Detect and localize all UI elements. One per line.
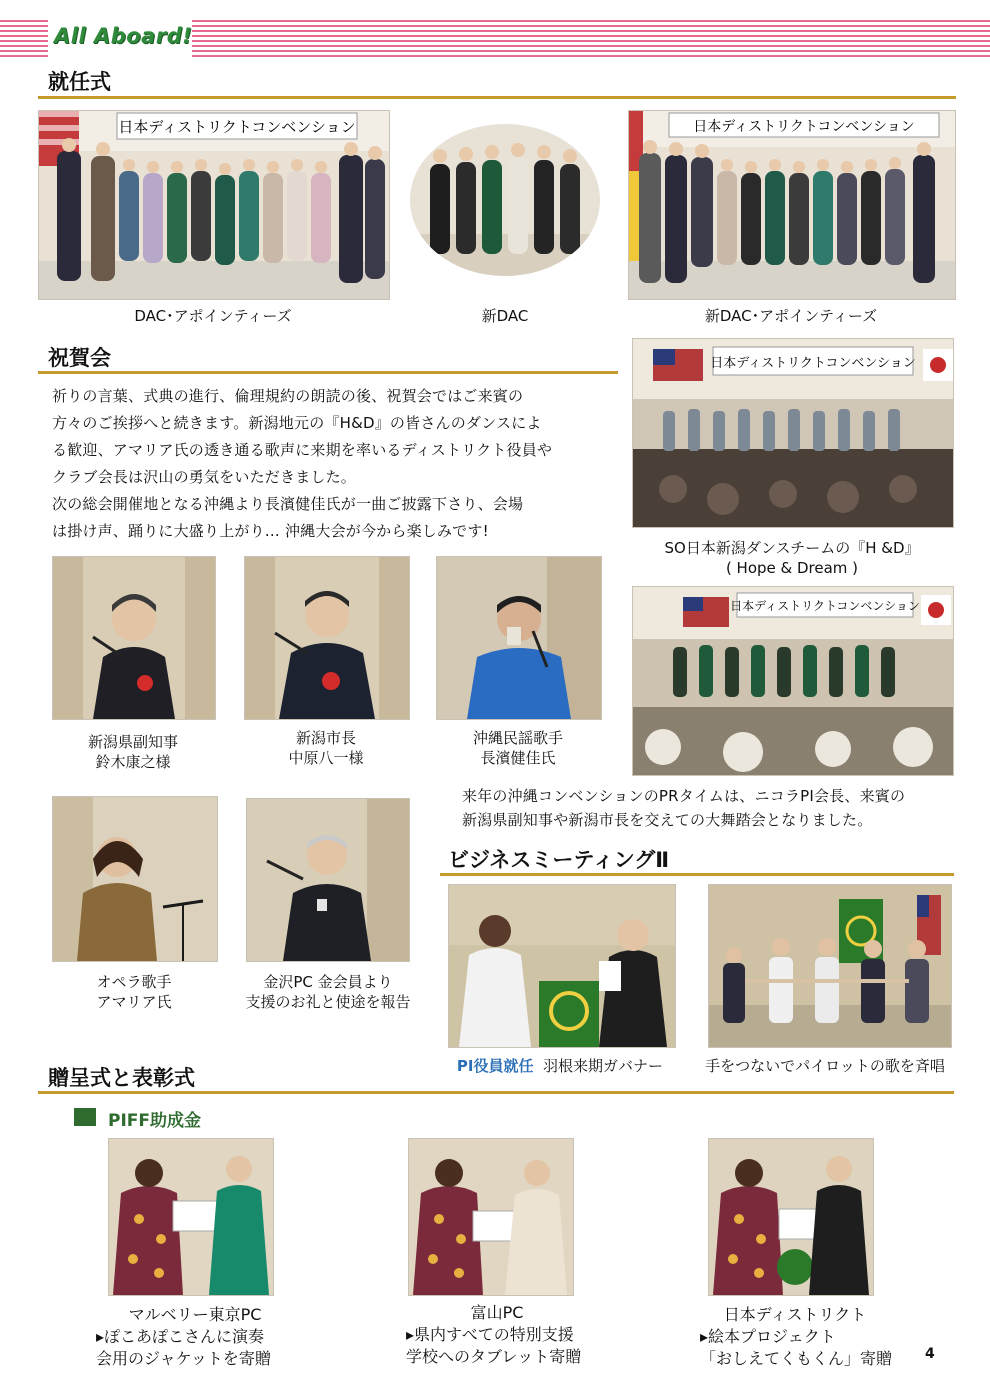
caption-line: SO日本新潟ダンスチームの『H &D』 [664,539,920,557]
banner-text: 日本ディストリクトコンベンション [118,118,356,136]
caption-line: 中原八一様 [288,749,364,767]
section-rule [38,1091,954,1094]
section-title-celebration: 祝賀会 [48,346,111,370]
caption-mayor [244,728,408,768]
caption-line: 長濱健佳氏 [480,749,556,767]
award-club: マルベリー東京PC [128,1305,262,1324]
award-line: ▸県内すべての特別支援 [406,1325,574,1344]
section-title-inauguration: 就任式 [48,70,111,94]
award-line: ▸絵本プロジェクト [700,1327,836,1346]
caption-pilot-song: 手をつないでパイロットの歌を斉唱 [705,1057,945,1075]
photo-pi-officer [448,884,676,1048]
caption-line: アマリア氏 [96,993,172,1011]
award-line: 会用のジャケットを寄贈 [96,1349,271,1368]
caption-new-dac: 新DAC [481,307,529,325]
section-rule [38,96,956,99]
caption-line: ( Hope & Dream ) [725,559,859,577]
caption-line: 支援のお礼と使途を報告 [245,993,411,1011]
award-japan-district [690,1304,900,1370]
caption-vice-governor [52,732,214,772]
caption-line: 沖縄民謡歌手 [472,729,563,747]
photo-new-dac [410,124,600,276]
banner-text-2: 日本ディストリクトコンベンション [693,119,915,135]
award-line: 学校へのタブレット寄贈 [406,1347,582,1366]
award-mulberry [90,1304,300,1370]
photo-dac-appointees [38,110,390,300]
paragraph-line: 祈りの言葉、式典の進行、倫理規約の朗読の後、祝賀会ではご来賓の [52,387,524,405]
paragraph-line: クラブ会長は沢山の勇気をいただきました。 [52,468,357,486]
caption-new-dac-appointees: 新DAC･アポインティーズ [704,307,878,325]
paragraph-line: 方々のご挨拶へと続きます。新潟地元の『H&D』の皆さんのダンスによ [52,414,542,432]
photo-kanazawa-member [246,798,410,962]
logo: All Aboard! [54,24,193,48]
caption-line: 新潟市長 [295,729,356,747]
award-line: ▸ぽこあぽこさんに演奏 [96,1327,265,1346]
subsection-title-piff: PIFF助成金 [108,1111,202,1131]
caption-line: オペラ歌手 [96,973,172,991]
caption-okinawa-singer [436,728,600,768]
caption-pi-officer [440,1056,680,1076]
caption-line: 鈴木康之様 [95,753,171,771]
photo-grand-dance [632,586,954,776]
caption-line: 新潟県副知事 [87,733,178,751]
photo-award-toyama [408,1138,574,1296]
caption-dac-appointees: DAC･アポインティーズ [134,307,292,325]
pi-officer-name: 羽根来期ガバナー [543,1057,664,1075]
paragraph-line: る歓迎、アマリア氏の透き通る歌声に来期を率いるディストリクト役員や [52,441,553,459]
paragraph-line: 次の総会開催地となる沖縄より長濱健佳氏が一曲ご披露下さり、会場 [52,495,524,513]
header-stripes-right [192,20,990,60]
photo-new-dac-appointees [628,110,956,300]
photo-award-japan-district [708,1138,874,1296]
section-rule [38,371,618,374]
photo-vice-governor [52,556,216,720]
pi-officer-highlight: PI役員就任 [456,1057,534,1075]
photo-award-mulberry [108,1138,274,1296]
caption-kanazawa-member [228,972,428,1012]
pr-text [462,784,962,832]
photo-dance-team [632,338,954,528]
caption-line: 金沢PC 金会員より [263,973,393,991]
section-title-awards: 贈呈式と表彰式 [48,1066,195,1090]
section-rule [440,873,954,876]
caption-dance-team [632,538,952,578]
page-number: 4 [925,1346,935,1362]
banner-text-4: 日本ディストリクトコンベンション [730,599,920,613]
paragraph-line: は掛け声、踊りに大盛り上がり… 沖縄大会が今から楽しみです! [52,522,489,540]
photo-okinawa-singer [436,556,602,720]
section-title-business: ビジネスミーティングⅡ [448,848,670,872]
award-club: 日本ディストリクト [723,1305,867,1324]
header-stripes-left [0,20,48,60]
subsection-marker [74,1108,96,1126]
award-toyama [392,1302,602,1368]
award-club: 富山PC [470,1303,524,1322]
award-line: 「おしえてくもくん」寄贈 [700,1349,893,1368]
photo-opera-singer [52,796,218,962]
photo-pilot-song [708,884,952,1048]
banner-text-3: 日本ディストリクトコンベンション [710,356,916,371]
celebration-paragraph [52,383,612,545]
caption-opera-singer [52,972,216,1012]
pr-line: 来年の沖縄コンベンションのPRタイムは、ニコラPI会長、来賓の [462,787,906,805]
photo-mayor [244,556,410,720]
pr-line: 新潟県副知事や新潟市長を交えての大舞踏会となりました。 [462,811,873,829]
